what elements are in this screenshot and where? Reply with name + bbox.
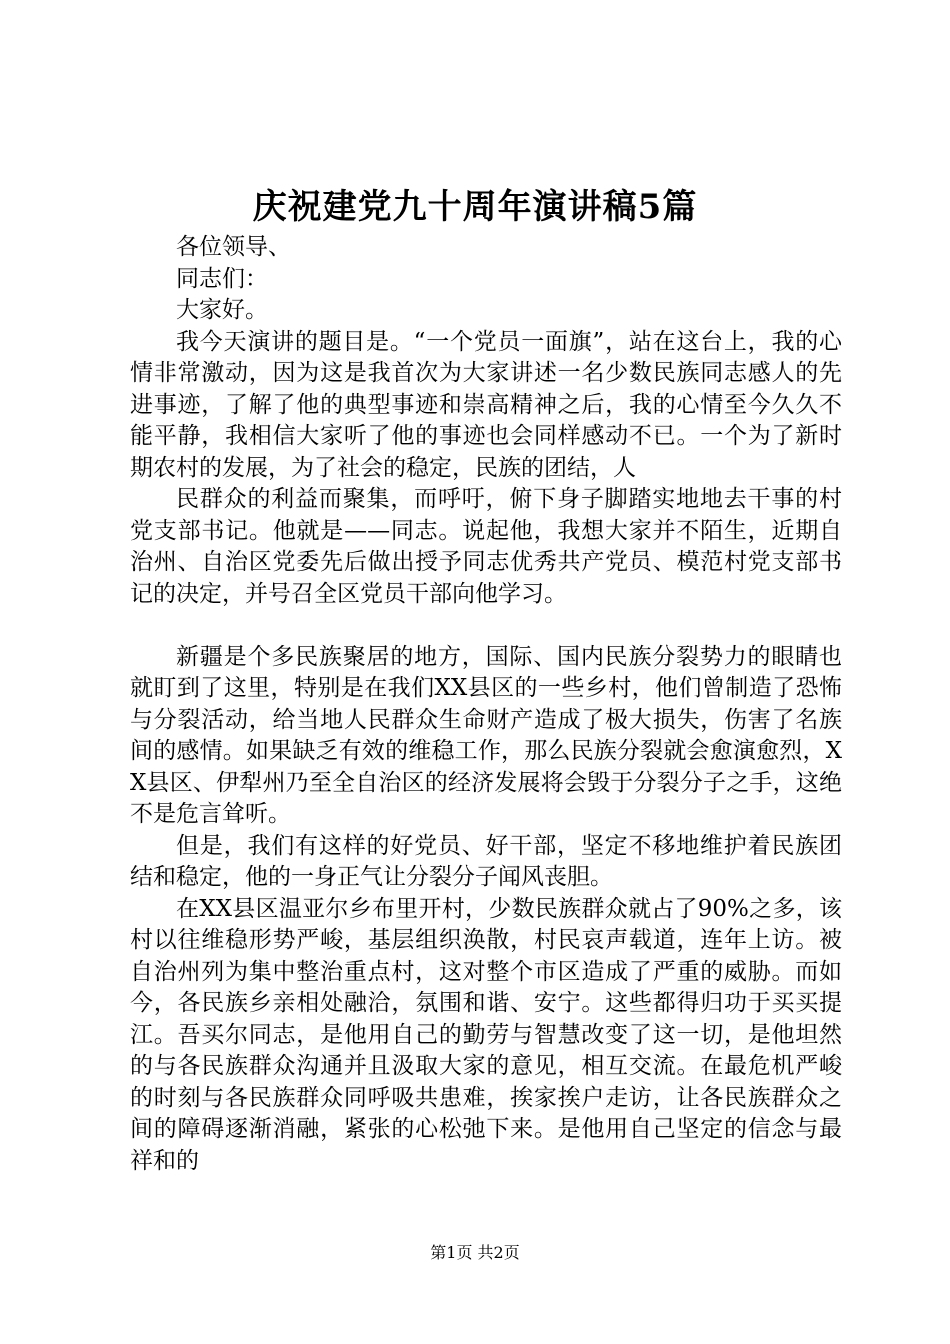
page-footer: 第1页 共2页: [430, 1243, 520, 1262]
paragraph-salutation-leaders: 各位领导、: [176, 234, 291, 260]
paragraph-village: 在XX县区温亚尔乡布里开村，少数民族群众就占了90%之多，该村以往维稳形势严峻，基层组织涣散，村民哀声载道，连年上访。被自治州列为集中整治重点村，这对整个市区造成了严重的威胁。而如今，各民族乡亲相处融洽，氛围和谐、安宁。这些都得归功于买买提江。吾买尔同志，是他用自己的勤劳与智慧改变了这一切，是他坦然的与各民族群众沟通并且汲取大家的意见，相互交流。在最危机严峻的时刻与各民族群众同呼吸共患难，挨家挨户走访，让各民族群众之间的障碍逐渐消融，紧张的心松弛下来。是他用自己坚定的信念与最祥和的: [130, 895, 842, 1174]
paragraph-introduction: 民群众的利益而聚集，而呼吁，俯下身子脚踏实地地去干事的村党支部书记。他就是——同志。说起他，我想大家并不陌生，近期自治州、自治区党委先后做出授予同志优秀共产党员、模范村党支部书记的决定，并号召全区党员干部向他学习。: [130, 486, 842, 607]
document-title: 庆祝建党九十周年演讲稿5篇: [252, 187, 698, 227]
paragraph-greeting: 大家好。: [176, 297, 268, 323]
document-body: [130, 232, 842, 1177]
paragraph-xinjiang: 新疆是个多民族聚居的地方，国际、国内民族分裂势力的眼睛也就盯到了这里，特别是在我们XX县区的一些乡村，他们曾制造了恐怖与分裂活动，给当地人民群众生命财产造成了极大损失，伤害了名族间的感情。如果缺乏有效的维稳工作，那么民族分裂就会愈演愈烈，XX县区、伊犁州乃至全自治区的经济发展将会毁于分裂分子之手，这绝不是危言耸听。: [130, 643, 842, 827]
paragraph-opening: 我今天演讲的题目是。“一个党员一面旗”，站在这台上，我的心情非常激动，因为这是我首次为大家讲述一名少数民族同志感人的先进事迹，了解了他的典型事迹和崇高精神之后，我的心情至今久久不能平静，我相信大家听了他的事迹也会同样感动不已。一个为了新时期农村的发展，为了社会的稳定，民族的团结，人: [130, 328, 842, 481]
paragraph-good-party-member: 但是，我们有这样的好党员、好干部，坚定不移地维护着民族团结和稳定，他的一身正气让分裂分子闻风丧胆。: [130, 832, 842, 890]
paragraph-salutation-comrades: 同志们：: [176, 265, 268, 292]
